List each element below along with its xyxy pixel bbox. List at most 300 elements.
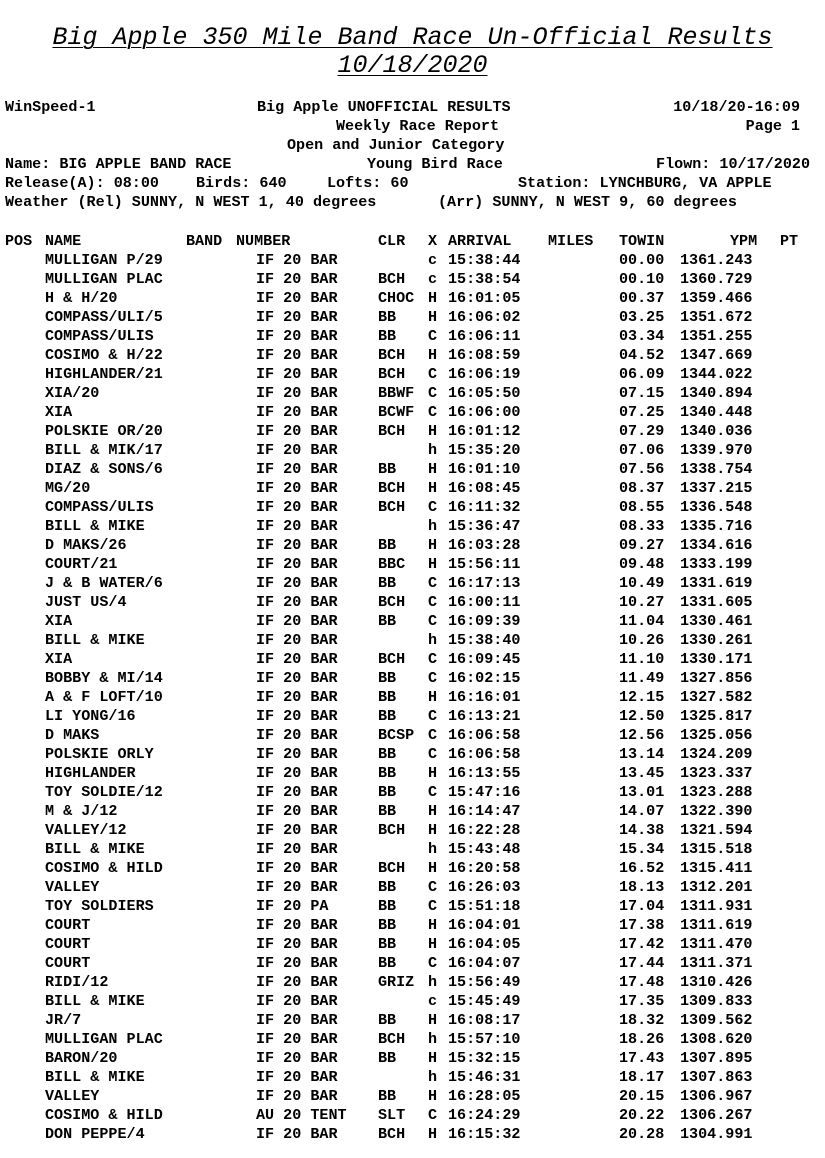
race-type: Young Bird Race (367, 155, 503, 173)
cell-clr: BB (378, 574, 397, 592)
cell-name: D MAKS/26 (45, 536, 127, 554)
cell-clr: BB (378, 688, 397, 706)
cell-x: c (428, 251, 438, 269)
cell-name: COURT/21 (45, 555, 118, 573)
race-category: Open and Junior Category (287, 136, 505, 154)
cell-number: IF 20 BAR (256, 1030, 338, 1048)
cell-x: H (428, 802, 438, 820)
cell-x: h (428, 840, 438, 858)
cell-arrival: 16:11:32 (448, 498, 521, 516)
cell-ypm: 1307.863 (680, 1068, 753, 1086)
cell-ypm: 1359.466 (680, 289, 753, 307)
cell-name: JUST US/4 (45, 593, 127, 611)
cell-ypm: 1311.619 (680, 916, 753, 934)
cell-towin: 00.37 (619, 289, 665, 307)
cell-clr: BCH (378, 365, 406, 383)
cell-towin: 08.37 (619, 479, 665, 497)
cell-name: COMPASS/ULIS (45, 327, 154, 345)
cell-towin: 07.06 (619, 441, 665, 459)
cell-arrival: 16:28:05 (448, 1087, 521, 1105)
cell-name: JR/7 (45, 1011, 82, 1029)
cell-towin: 13.01 (619, 783, 665, 801)
cell-towin: 07.15 (619, 384, 665, 402)
cell-ypm: 1312.201 (680, 878, 753, 896)
cell-number: IF 20 BAR (256, 308, 338, 326)
cell-towin: 06.09 (619, 365, 665, 383)
cell-x: C (428, 574, 438, 592)
cell-towin: 12.56 (619, 726, 665, 744)
cell-x: C (428, 498, 438, 516)
cell-towin: 12.15 (619, 688, 665, 706)
cell-clr: BB (378, 783, 397, 801)
col-miles: MILES (548, 232, 594, 250)
cell-towin: 17.44 (619, 954, 665, 972)
cell-ypm: 1325.056 (680, 726, 753, 744)
cell-arrival: 15:47:16 (448, 783, 521, 801)
cell-name: COURT (45, 935, 91, 953)
cell-x: H (428, 1011, 438, 1029)
cell-x: H (428, 460, 438, 478)
cell-name: BILL & MIKE (45, 840, 145, 858)
cell-x: H (428, 536, 438, 554)
col-pt: PT (780, 232, 799, 250)
cell-number: IF 20 BAR (256, 270, 338, 288)
cell-ypm: 1334.616 (680, 536, 753, 554)
cell-ypm: 1308.620 (680, 1030, 753, 1048)
cell-ypm: 1337.215 (680, 479, 753, 497)
cell-name: MG/20 (45, 479, 91, 497)
cell-arrival: 15:51:18 (448, 897, 521, 915)
cell-clr: BB (378, 1087, 397, 1105)
cell-x: C (428, 745, 438, 763)
cell-ypm: 1306.967 (680, 1087, 753, 1105)
col-pos: POS (5, 232, 33, 250)
flown-date: Flown: 10/17/2020 (656, 155, 810, 173)
cell-name: HIGHLANDER/21 (45, 365, 163, 383)
cell-ypm: 1340.036 (680, 422, 753, 440)
cell-number: IF 20 BAR (256, 1068, 338, 1086)
cell-number: IF 20 BAR (256, 669, 338, 687)
cell-arrival: 16:24:29 (448, 1106, 521, 1124)
cell-x: H (428, 346, 438, 364)
report-date: 10/18/2020 (337, 51, 488, 80)
cell-arrival: 16:16:01 (448, 688, 521, 706)
cell-clr: BCH (378, 479, 406, 497)
cell-arrival: 15:38:44 (448, 251, 521, 269)
cell-x: h (428, 973, 438, 991)
cell-name: COMPASS/ULI/5 (45, 308, 163, 326)
cell-name: LI YONG/16 (45, 707, 136, 725)
col-band: BAND (186, 232, 223, 250)
cell-ypm: 1330.261 (680, 631, 753, 649)
cell-arrival: 16:00:11 (448, 593, 521, 611)
cell-towin: 18.13 (619, 878, 665, 896)
cell-towin: 09.27 (619, 536, 665, 554)
cell-towin: 08.33 (619, 517, 665, 535)
cell-towin: 11.10 (619, 650, 665, 668)
cell-towin: 09.48 (619, 555, 665, 573)
cell-towin: 03.25 (619, 308, 665, 326)
cell-ypm: 1351.255 (680, 327, 753, 345)
cell-clr: BB (378, 764, 397, 782)
cell-towin: 17.43 (619, 1049, 665, 1067)
cell-clr: BB (378, 460, 397, 478)
cell-arrival: 15:32:15 (448, 1049, 521, 1067)
cell-number: IF 20 BAR (256, 365, 338, 383)
cell-arrival: 15:56:49 (448, 973, 521, 991)
cell-name: J & B WATER/6 (45, 574, 163, 592)
cell-name: MULLIGAN PLAC (45, 1030, 163, 1048)
software-name: WinSpeed-1 (5, 98, 96, 116)
cell-ypm: 1330.171 (680, 650, 753, 668)
cell-towin: 07.56 (619, 460, 665, 478)
cell-number: IF 20 BAR (256, 1049, 338, 1067)
header-line-4 (5, 155, 820, 174)
header-line-2 (5, 117, 820, 136)
cell-arrival: 16:20:58 (448, 859, 521, 877)
cell-x: H (428, 859, 438, 877)
cell-clr: BCH (378, 593, 406, 611)
cell-name: XIA (45, 612, 73, 630)
cell-ypm: 1310.426 (680, 973, 753, 991)
cell-arrival: 16:06:58 (448, 726, 521, 744)
cell-arrival: 15:46:31 (448, 1068, 521, 1086)
cell-arrival: 16:06:19 (448, 365, 521, 383)
cell-clr: BB (378, 707, 397, 725)
cell-name: COSIMO & HILD (45, 1106, 163, 1124)
cell-towin: 10.26 (619, 631, 665, 649)
weather-release: Weather (Rel) SUNNY, N WEST 1, 40 degrees (5, 193, 377, 211)
cell-clr: BB (378, 935, 397, 953)
cell-clr: BBWF (378, 384, 415, 402)
cell-arrival: 15:38:40 (448, 631, 521, 649)
cell-number: IF 20 BAR (256, 555, 338, 573)
cell-ypm: 1306.267 (680, 1106, 753, 1124)
cell-towin: 13.45 (619, 764, 665, 782)
cell-ypm: 1325.817 (680, 707, 753, 725)
cell-clr: BB (378, 802, 397, 820)
cell-arrival: 16:02:15 (448, 669, 521, 687)
cell-name: M & J/12 (45, 802, 118, 820)
cell-number: IF 20 BAR (256, 384, 338, 402)
cell-number: IF 20 BAR (256, 802, 338, 820)
cell-arrival: 16:04:05 (448, 935, 521, 953)
cell-x: C (428, 669, 438, 687)
cell-name: BARON/20 (45, 1049, 118, 1067)
cell-name: MULLIGAN P/29 (45, 251, 163, 269)
col-number: NUMBER (236, 232, 291, 250)
cell-arrival: 16:08:59 (448, 346, 521, 364)
cell-number: IF 20 BAR (256, 916, 338, 934)
cell-ypm: 1311.931 (680, 897, 753, 915)
cell-x: c (428, 992, 438, 1010)
cell-x: H (428, 1049, 438, 1067)
cell-arrival: 16:04:07 (448, 954, 521, 972)
cell-ypm: 1351.672 (680, 308, 753, 326)
cell-number: IF 20 BAR (256, 973, 338, 991)
cell-x: C (428, 897, 438, 915)
cell-arrival: 16:13:55 (448, 764, 521, 782)
cell-arrival: 16:06:02 (448, 308, 521, 326)
cell-clr: BB (378, 745, 397, 763)
cell-towin: 14.38 (619, 821, 665, 839)
cell-name: A & F LOFT/10 (45, 688, 163, 706)
cell-number: IF 20 BAR (256, 422, 338, 440)
cell-x: C (428, 365, 438, 383)
cell-number: IF 20 BAR (256, 954, 338, 972)
cell-name: BILL & MIK/17 (45, 441, 163, 459)
cell-clr: BB (378, 1011, 397, 1029)
cell-name: MULLIGAN PLAC (45, 270, 163, 288)
cell-clr: BB (378, 1049, 397, 1067)
cell-ypm: 1330.461 (680, 612, 753, 630)
cell-arrival: 16:04:01 (448, 916, 521, 934)
cell-name: BILL & MIKE (45, 631, 145, 649)
release-time: Release(A): 08:00 (5, 174, 159, 192)
col-arrival: ARRIVAL (448, 232, 512, 250)
cell-x: H (428, 289, 438, 307)
cell-x: h (428, 631, 438, 649)
cell-x: C (428, 726, 438, 744)
cell-ypm: 1323.288 (680, 783, 753, 801)
cell-arrival: 15:57:10 (448, 1030, 521, 1048)
cell-clr: BCH (378, 859, 406, 877)
cell-clr: BB (378, 308, 397, 326)
cell-towin: 17.04 (619, 897, 665, 915)
cell-towin: 00.00 (619, 251, 665, 269)
cell-arrival: 16:01:10 (448, 460, 521, 478)
cell-number: IF 20 BAR (256, 479, 338, 497)
cell-ypm: 1331.605 (680, 593, 753, 611)
cell-arrival: 15:38:54 (448, 270, 521, 288)
cell-arrival: 15:43:48 (448, 840, 521, 858)
birds-count: Birds: 640 (196, 174, 287, 192)
header-line-1 (5, 98, 820, 117)
cell-name: BILL & MIKE (45, 992, 145, 1010)
cell-x: H (428, 555, 438, 573)
cell-ypm: 1335.716 (680, 517, 753, 535)
cell-towin: 17.35 (619, 992, 665, 1010)
cell-x: h (428, 517, 438, 535)
cell-arrival: 16:22:28 (448, 821, 521, 839)
cell-x: C (428, 612, 438, 630)
cell-x: C (428, 593, 438, 611)
cell-x: C (428, 403, 438, 421)
column-headers (5, 232, 820, 251)
cell-name: VALLEY (45, 1087, 100, 1105)
cell-clr: BB (378, 916, 397, 934)
cell-clr: BCH (378, 346, 406, 364)
cell-clr: BCH (378, 650, 406, 668)
cell-number: IF 20 BAR (256, 441, 338, 459)
cell-ypm: 1333.199 (680, 555, 753, 573)
cell-arrival: 16:17:13 (448, 574, 521, 592)
cell-arrival: 16:05:50 (448, 384, 521, 402)
cell-clr: SLT (378, 1106, 406, 1124)
weather-arrival: (Arr) SUNNY, N WEST 9, 60 degrees (438, 193, 737, 211)
cell-name: HIGHLANDER (45, 764, 136, 782)
cell-number: IF 20 BAR (256, 764, 338, 782)
cell-number: IF 20 BAR (256, 251, 338, 269)
cell-x: C (428, 1106, 438, 1124)
cell-ypm: 1321.594 (680, 821, 753, 839)
cell-clr: BB (378, 536, 397, 554)
cell-towin: 18.32 (619, 1011, 665, 1029)
race-name: Name: BIG APPLE BAND RACE (5, 155, 232, 173)
cell-number: IF 20 BAR (256, 403, 338, 421)
cell-x: C (428, 707, 438, 725)
col-x: X (428, 232, 438, 250)
cell-towin: 13.14 (619, 745, 665, 763)
cell-ypm: 1360.729 (680, 270, 753, 288)
cell-name: H & H/20 (45, 289, 118, 307)
cell-towin: 16.52 (619, 859, 665, 877)
cell-arrival: 16:08:17 (448, 1011, 521, 1029)
cell-ypm: 1331.619 (680, 574, 753, 592)
cell-towin: 14.07 (619, 802, 665, 820)
cell-towin: 07.25 (619, 403, 665, 421)
cell-number: IF 20 BAR (256, 631, 338, 649)
cell-x: C (428, 878, 438, 896)
header-line-6 (5, 193, 820, 212)
cell-name: COMPASS/ULIS (45, 498, 154, 516)
cell-towin: 00.10 (619, 270, 665, 288)
cell-name: BILL & MIKE (45, 1068, 145, 1086)
cell-name: D MAKS (45, 726, 100, 744)
cell-arrival: 15:56:11 (448, 555, 521, 573)
cell-ypm: 1339.970 (680, 441, 753, 459)
col-name: NAME (45, 232, 82, 250)
cell-ypm: 1309.562 (680, 1011, 753, 1029)
cell-towin: 17.42 (619, 935, 665, 953)
cell-arrival: 16:06:11 (448, 327, 521, 345)
cell-ypm: 1309.833 (680, 992, 753, 1010)
cell-number: IF 20 BAR (256, 612, 338, 630)
cell-x: h (428, 441, 438, 459)
report-title: Big Apple 350 Mile Band Race Un-Official Results (52, 23, 773, 52)
cell-name: DON PEPPE/4 (45, 1125, 145, 1143)
cell-number: IF 20 BAR (256, 935, 338, 953)
cell-towin: 18.17 (619, 1068, 665, 1086)
cell-x: H (428, 1087, 438, 1105)
cell-clr: BCH (378, 422, 406, 440)
cell-number: IF 20 PA (256, 897, 329, 915)
header-line-3 (5, 136, 820, 155)
cell-name: VALLEY/12 (45, 821, 127, 839)
cell-arrival: 16:14:47 (448, 802, 521, 820)
cell-number: IF 20 BAR (256, 1125, 338, 1143)
cell-name: RIDI/12 (45, 973, 109, 991)
cell-name: COSIMO & H/22 (45, 346, 163, 364)
cell-x: h (428, 1068, 438, 1086)
cell-ypm: 1340.894 (680, 384, 753, 402)
cell-x: H (428, 916, 438, 934)
cell-number: AU 20 TENT (256, 1106, 347, 1124)
cell-x: C (428, 783, 438, 801)
cell-number: IF 20 BAR (256, 859, 338, 877)
cell-towin: 17.38 (619, 916, 665, 934)
cell-name: POLSKIE OR/20 (45, 422, 163, 440)
cell-clr: BCH (378, 270, 406, 288)
cell-number: IF 20 BAR (256, 346, 338, 364)
col-clr: CLR (378, 232, 406, 250)
cell-clr: BCH (378, 1030, 406, 1048)
cell-towin: 10.27 (619, 593, 665, 611)
cell-arrival: 16:09:39 (448, 612, 521, 630)
cell-ypm: 1347.669 (680, 346, 753, 364)
cell-clr: CHOC (378, 289, 415, 307)
cell-name: TOY SOLDIE/12 (45, 783, 163, 801)
cell-name: BOBBY & MI/14 (45, 669, 163, 687)
cell-towin: 11.04 (619, 612, 665, 630)
cell-name: XIA (45, 650, 73, 668)
cell-x: h (428, 1030, 438, 1048)
cell-x: H (428, 479, 438, 497)
cell-number: IF 20 BAR (256, 593, 338, 611)
cell-number: IF 20 BAR (256, 745, 338, 763)
cell-arrival: 16:06:00 (448, 403, 521, 421)
cell-ypm: 1311.371 (680, 954, 753, 972)
cell-ypm: 1340.448 (680, 403, 753, 421)
cell-arrival: 16:06:58 (448, 745, 521, 763)
cell-ypm: 1315.518 (680, 840, 753, 858)
cell-name: BILL & MIKE (45, 517, 145, 535)
cell-x: H (428, 1125, 438, 1143)
cell-arrival: 15:36:47 (448, 517, 521, 535)
cell-number: IF 20 BAR (256, 498, 338, 516)
cell-towin: 10.49 (619, 574, 665, 592)
cell-arrival: 16:09:45 (448, 650, 521, 668)
cell-ypm: 1324.209 (680, 745, 753, 763)
cell-clr: BCH (378, 498, 406, 516)
cell-clr: BCWF (378, 403, 415, 421)
cell-towin: 20.28 (619, 1125, 665, 1143)
report-subheading: Weekly Race Report (336, 117, 500, 135)
lofts-count: Lofts: 60 (327, 174, 409, 192)
cell-number: IF 20 BAR (256, 821, 338, 839)
cell-arrival: 16:26:03 (448, 878, 521, 896)
cell-number: IF 20 BAR (256, 783, 338, 801)
cell-ypm: 1307.895 (680, 1049, 753, 1067)
cell-number: IF 20 BAR (256, 840, 338, 858)
cell-number: IF 20 BAR (256, 992, 338, 1010)
cell-name: COSIMO & HILD (45, 859, 163, 877)
cell-towin: 08.55 (619, 498, 665, 516)
cell-clr: BB (378, 669, 397, 687)
cell-number: IF 20 BAR (256, 574, 338, 592)
cell-clr: BB (378, 327, 397, 345)
cell-ypm: 1338.754 (680, 460, 753, 478)
cell-number: IF 20 BAR (256, 878, 338, 896)
cell-arrival: 16:01:12 (448, 422, 521, 440)
cell-ypm: 1315.411 (680, 859, 753, 877)
cell-name: XIA/20 (45, 384, 100, 402)
cell-ypm: 1344.022 (680, 365, 753, 383)
cell-name: TOY SOLDIERS (45, 897, 154, 915)
cell-ypm: 1323.337 (680, 764, 753, 782)
cell-number: IF 20 BAR (256, 460, 338, 478)
cell-name: POLSKIE ORLY (45, 745, 154, 763)
cell-clr: BCSP (378, 726, 415, 744)
cell-arrival: 16:08:45 (448, 479, 521, 497)
cell-towin: 12.50 (619, 707, 665, 725)
cell-ypm: 1304.991 (680, 1125, 753, 1143)
cell-x: H (428, 308, 438, 326)
cell-number: IF 20 BAR (256, 688, 338, 706)
cell-number: IF 20 BAR (256, 517, 338, 535)
cell-number: IF 20 BAR (256, 726, 338, 744)
cell-clr: BBC (378, 555, 406, 573)
